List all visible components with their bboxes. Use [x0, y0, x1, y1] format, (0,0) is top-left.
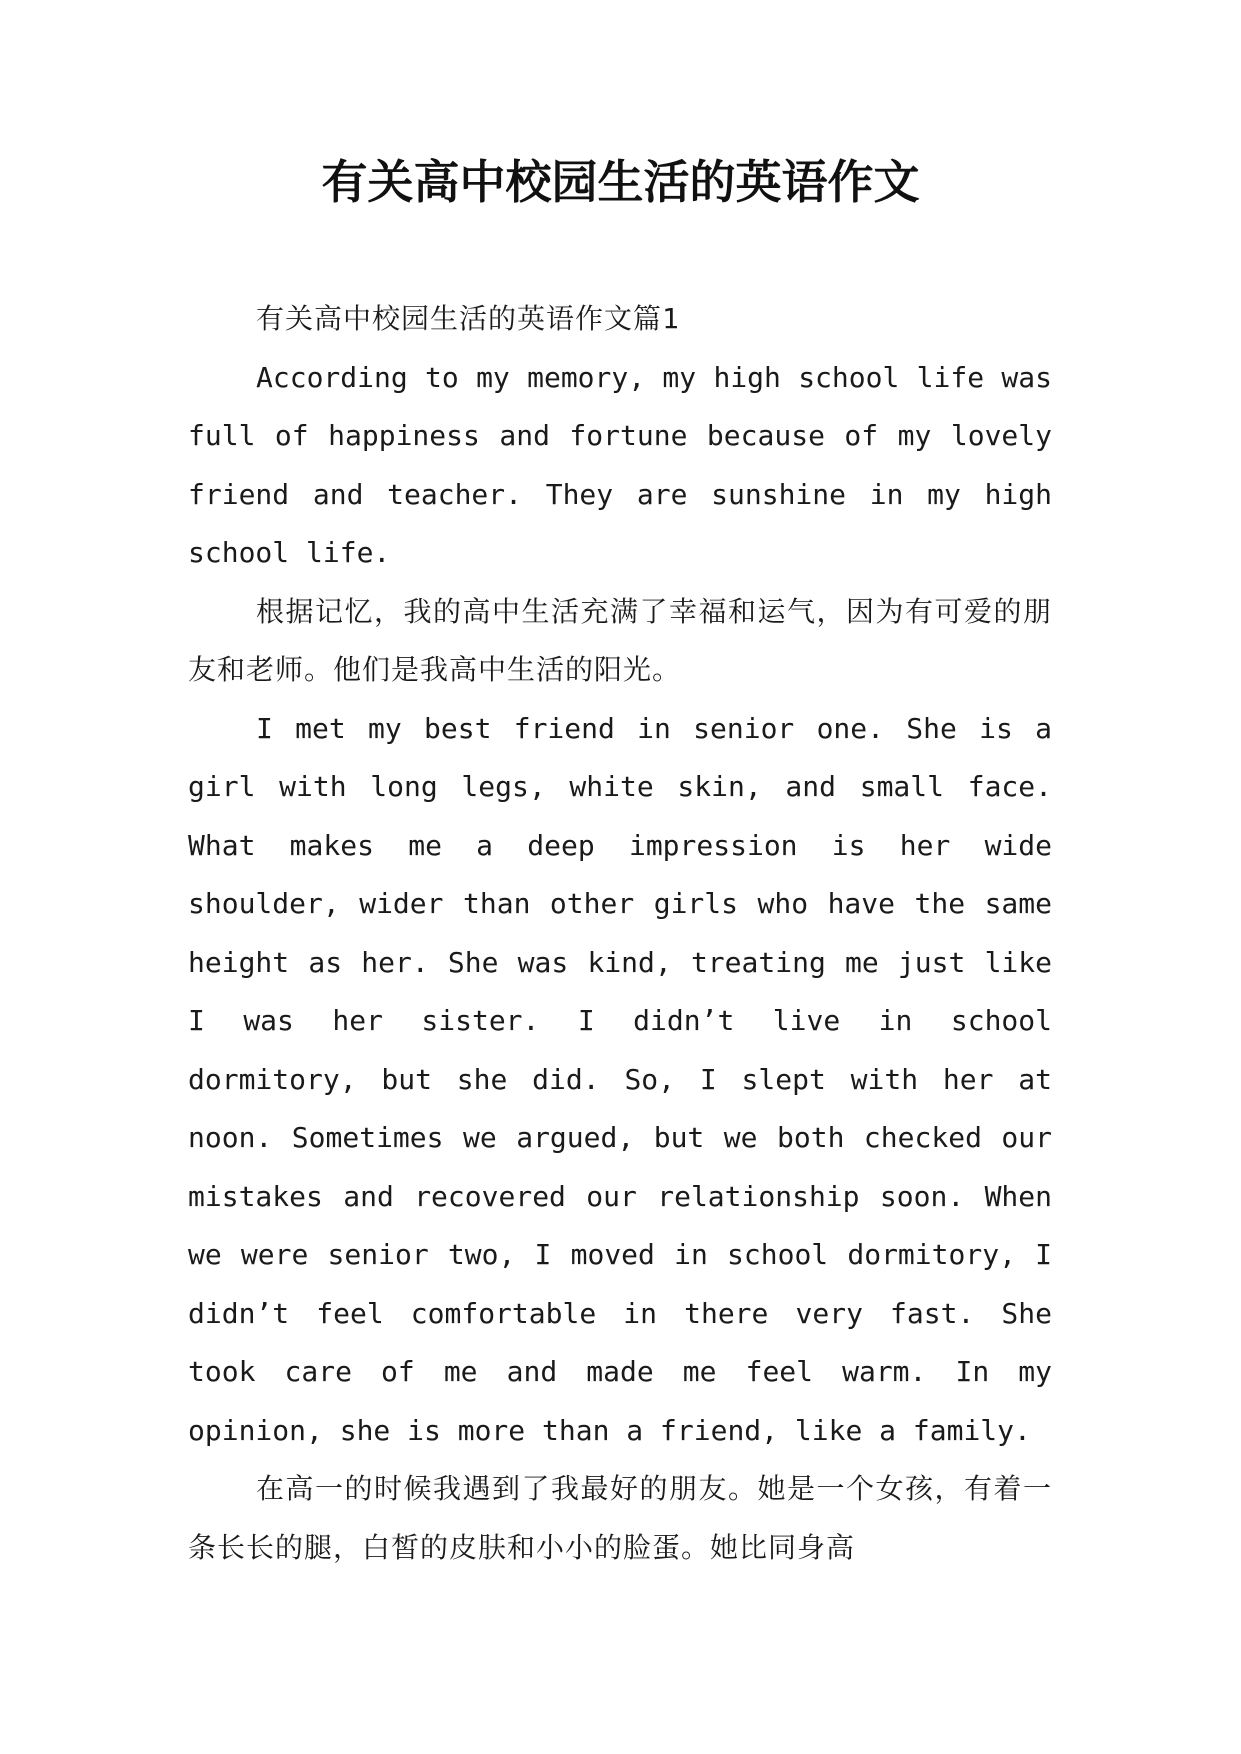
- paragraph-chinese-intro: 根据记忆，我的高中生活充满了幸福和运气，因为有可爱的朋友和老师。他们是我高中生活的阳光。: [188, 594, 1052, 686]
- document-title: 有关高中校园生活的英语作文: [321, 155, 920, 209]
- paragraph-chinese-best-friend: 在高一的时候我遇到了我最好的朋友。她是一个女孩，有着一条长长的腿，白皙的皮肤和小小的脸蛋。她比同身高: [188, 1472, 1052, 1564]
- paragraph-english-best-friend: I met my best friend in senior one. She is a girl with long legs, white skin, and small face. What makes me a deep impression is her wide shoulder, wider than other girls who have the same height as her. She was kind, treating me just like I was her sister. I didn’t live in school dormitory, but she did. So, I slept with her at noon. Sometimes we argued, but we both checked our mistakes and recovered our relationship soon. When we were senior two, I moved in school dormitory, I didn’t feel comfortable in there very fast. She took care of me and made me feel warm. In my opinion, she is more than a friend, like a family.: [188, 711, 1052, 1447]
- paragraph-english-intro: According to my memory, my high school life was full of happiness and fortune because of my lovely friend and teacher. They are sunshine in my high school life.: [188, 360, 1052, 569]
- document-body: [188, 290, 1052, 1577]
- section-heading: 有关高中校园生活的英语作文篇1: [256, 302, 680, 335]
